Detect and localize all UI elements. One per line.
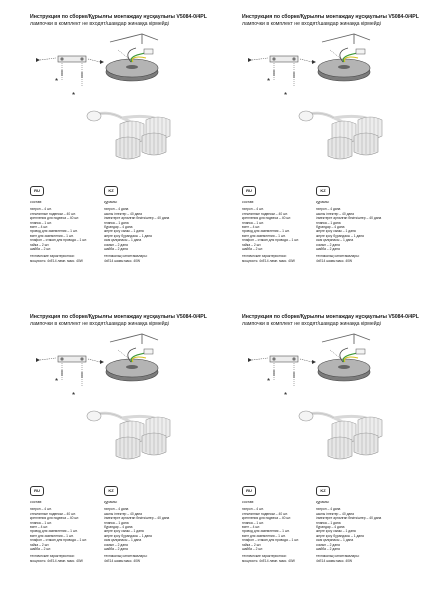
ru-contents-list <box>242 507 322 551</box>
ru-spec-line: технические характеристики: <box>30 554 75 559</box>
kz-language-badge: KZ <box>316 486 330 496</box>
ru-specs <box>242 254 322 263</box>
assembly-diagram <box>212 0 424 190</box>
kz-contents-heading: құрамы: <box>316 500 330 504</box>
instruction-sheet <box>0 0 212 300</box>
kz-contents-item: патрон – 4 дана <box>104 207 129 212</box>
star-mark: * <box>267 377 271 386</box>
kz-contents-item: сомын – 2 дана <box>316 242 340 247</box>
ru-contents-item: шайба – 2 шт. <box>242 247 264 252</box>
kz-contents-item: патрон – 4 дана <box>316 507 341 512</box>
ru-contents-item: шайба – 2 шт. <box>242 547 264 552</box>
ru-contents-item: стеклянные подвески – 40 шт. <box>30 511 76 516</box>
instruction-sheet <box>0 300 212 600</box>
kz-contents-column <box>316 200 396 263</box>
star-mark: * <box>72 91 76 100</box>
instruction-sheet <box>212 0 424 300</box>
ru-contents-item: крепления для подвеса – 40 шт. <box>242 516 292 521</box>
mounting-bar-illustration <box>36 56 104 86</box>
ru-contents-item: винт – 4 шт. <box>30 225 49 230</box>
ru-contents-item: плафон – стакан для провода – 1 шт. <box>30 238 87 243</box>
kz-contents-column <box>104 200 184 263</box>
ru-contents-item: гайка – 2 шт. <box>242 242 262 247</box>
kz-contents-item: ілмектерге арналған бекіткіштер – 40 дана <box>316 516 382 521</box>
canopy-illustration <box>106 34 158 81</box>
star-mark: * <box>72 391 76 400</box>
kz-contents-item: шайба – 2 дана <box>104 247 128 252</box>
canopy-illustration <box>318 334 370 381</box>
ru-contents-item: планка – 1 шт. <box>30 520 52 525</box>
kz-contents-item: жерге қосу сымы – 1 дана <box>316 229 356 234</box>
ru-spec-line: мощность: 4xE14 ламп. макс. 40W <box>242 558 295 563</box>
kz-spec-line: техникалық сипаттамалары: <box>104 254 148 259</box>
ru-contents-item: винт для заземления – 1 шт. <box>242 233 286 238</box>
kz-contents-heading: құрамы: <box>104 200 118 204</box>
ru-contents-item: планка – 1 шт. <box>242 220 264 225</box>
kz-contents-item: шайба – 2 дана <box>316 247 340 252</box>
mounting-bar-illustration <box>36 356 104 386</box>
star-mark: * <box>284 391 288 400</box>
kz-contents-item: сым қалқанасы – 1 дана <box>316 538 354 543</box>
kz-contents-column <box>104 500 184 563</box>
kz-contents-item: сым қалқанасы – 1 дана <box>104 538 142 543</box>
ru-contents-item: плафон – стакан для провода – 1 шт. <box>30 538 87 543</box>
sheet-title: Инструкция по сборке/Құрылғы монтаждау нұсқаулығы V5084-0/4PL <box>30 314 207 320</box>
ru-language-badge: RU <box>30 486 44 496</box>
ru-contents-list <box>30 207 110 251</box>
ru-specs <box>30 254 110 263</box>
kz-contents-item: жерге қосу сымы – 1 дана <box>104 229 144 234</box>
kz-specs <box>104 554 184 563</box>
kz-spec-line: техникалық сипаттамалары: <box>104 554 148 559</box>
kz-contents-column <box>316 500 396 563</box>
ru-contents-heading: состав: <box>242 200 255 204</box>
kz-spec-line: техникалық сипаттамалары: <box>316 554 360 559</box>
ru-contents-heading: состав: <box>30 500 43 504</box>
ru-contents-item: шайба – 2 шт. <box>30 247 52 252</box>
kz-contents-item: патрон – 4 дана <box>316 207 341 212</box>
star-mark: * <box>55 377 59 386</box>
ru-contents-heading: состав: <box>30 200 43 204</box>
ru-contents-item: винт – 4 шт. <box>30 525 49 530</box>
kz-contents-list <box>104 507 184 551</box>
ru-language-badge: RU <box>242 186 256 196</box>
chandelier-illustration <box>87 111 170 159</box>
ru-contents-item: патрон – 4 шт. <box>30 507 52 512</box>
kz-contents-item: шыны ілгектер – 40 дана <box>316 511 355 516</box>
kz-contents-item: сомын – 2 дана <box>104 542 128 547</box>
ru-spec-line: мощность: 4xE14 ламп. макс. 40W <box>242 258 295 263</box>
ru-contents-item: винт для заземления – 1 шт. <box>30 233 74 238</box>
kz-contents-list <box>104 207 184 251</box>
kz-contents-item: планка – 1 дана <box>104 220 129 225</box>
ru-spec-line: технические характеристики: <box>30 254 75 259</box>
star-mark: * <box>267 77 271 86</box>
kz-contents-item: шыны ілгектер – 40 дана <box>316 211 355 216</box>
kz-contents-item: шыны ілгектер – 40 дана <box>104 511 143 516</box>
ru-spec-line: технические характеристики: <box>242 254 287 259</box>
kz-contents-item: патрон – 4 дана <box>104 507 129 512</box>
ru-contents-item: патрон – 4 шт. <box>30 207 52 212</box>
kz-contents-item: сомын – 2 дана <box>316 542 340 547</box>
kz-language-badge: KZ <box>316 186 330 196</box>
kz-specs <box>316 554 396 563</box>
mounting-bar-illustration <box>248 356 316 386</box>
sheet-title: Инструкция по сборке/Құрылғы монтаждау нұсқаулығы V5084-0/4PL <box>242 14 419 20</box>
ru-spec-line: мощность: 4xE14 ламп. макс. 40W <box>30 258 83 263</box>
ru-contents-item: винт для заземления – 1 шт. <box>30 533 74 538</box>
chandelier-illustration <box>87 411 170 459</box>
kz-contents-item: сым қалқанасы – 1 дана <box>104 238 142 243</box>
ru-contents-heading: состав: <box>242 500 255 504</box>
ru-contents-item: шайба – 2 шт. <box>30 547 52 552</box>
ru-specs <box>30 554 110 563</box>
kz-contents-item: ілмектерге арналған бекіткіштер – 40 дана <box>104 516 170 521</box>
assembly-diagram <box>212 300 424 490</box>
sheet-title: Инструкция по сборке/Құрылғы монтаждау нұсқаулығы V5084-0/4PL <box>242 314 419 320</box>
ru-specs <box>242 554 322 563</box>
chandelier-illustration <box>299 411 382 459</box>
kz-contents-list <box>316 507 396 551</box>
ru-contents-item: провод для заземления – 1 шт. <box>30 229 78 234</box>
kz-contents-item: шайба – 2 дана <box>316 547 340 552</box>
ru-contents-item: плафон – стакан для провода – 1 шт. <box>242 538 299 543</box>
star-mark: * <box>284 91 288 100</box>
ru-contents-item: гайка – 2 шт. <box>30 542 50 547</box>
ru-contents-item: винт для заземления – 1 шт. <box>242 533 286 538</box>
kz-contents-item: ілмектерге арналған бекіткіштер – 40 дана <box>316 216 382 221</box>
kz-contents-item: планка – 1 дана <box>316 520 341 525</box>
kz-contents-item: бұрандар – 4 дана <box>316 525 345 530</box>
sheet-title: Инструкция по сборке/Құрылғы монтаждау нұсқаулығы V5084-0/4PL <box>30 14 207 20</box>
ru-contents-column <box>30 500 110 563</box>
canopy-illustration <box>106 334 158 381</box>
instruction-sheet <box>212 300 424 600</box>
ru-contents-item: крепления для подвеса – 40 шт. <box>30 516 80 521</box>
ru-contents-item: плафон – стакан для провода – 1 шт. <box>242 238 299 243</box>
kz-contents-item: шыны ілгектер – 40 дана <box>104 211 143 216</box>
ru-contents-item: стеклянные подвески – 40 шт. <box>242 511 288 516</box>
kz-contents-item: шайба – 2 дана <box>104 547 128 552</box>
mounting-bar-illustration <box>248 56 316 86</box>
kz-language-badge: KZ <box>104 486 118 496</box>
ru-spec-line: мощность: 4xE14 ламп. макс. 40W <box>30 558 83 563</box>
kz-contents-item: планка – 1 дана <box>104 520 129 525</box>
kz-spec-line: 4xE14 шамы макс. 40W <box>104 558 141 563</box>
assembly-diagram <box>0 300 212 490</box>
ru-contents-item: провод для заземления – 1 шт. <box>242 229 290 234</box>
kz-contents-item: жерге қосу бұрандасы – 1 дана <box>104 533 152 538</box>
kz-language-badge: KZ <box>104 186 118 196</box>
ru-language-badge: RU <box>242 486 256 496</box>
ru-contents-column <box>30 200 110 263</box>
canopy-illustration <box>318 34 370 81</box>
kz-contents-item: планка – 1 дана <box>316 220 341 225</box>
kz-spec-line: 4xE14 шамы макс. 40W <box>316 558 353 563</box>
ru-contents-item: планка – 1 шт. <box>30 220 52 225</box>
chandelier-illustration <box>299 111 382 159</box>
kz-specs <box>316 254 396 263</box>
ru-contents-item: стеклянные подвески – 40 шт. <box>242 211 288 216</box>
ru-contents-item: планка – 1 шт. <box>242 520 264 525</box>
kz-contents-item: ілмектерге арналған бекіткіштер – 40 дана <box>104 216 170 221</box>
ru-spec-line: технические характеристики: <box>242 554 287 559</box>
kz-contents-item: бұрандар – 4 дана <box>104 225 133 230</box>
kz-contents-heading: құрамы: <box>316 200 330 204</box>
kz-contents-item: жерге қосу сымы – 1 дана <box>316 529 356 534</box>
ru-contents-list <box>242 207 322 251</box>
kz-spec-line: 4xE14 шамы макс. 40W <box>104 258 141 263</box>
ru-contents-item: винт – 4 шт. <box>242 525 261 530</box>
kz-contents-item: бұрандар – 4 дана <box>104 525 133 530</box>
kz-contents-item: жерге қосу сымы – 1 дана <box>104 529 144 534</box>
ru-contents-item: патрон – 4 шт. <box>242 507 264 512</box>
kz-specs <box>104 254 184 263</box>
kz-spec-line: техникалық сипаттамалары: <box>316 254 360 259</box>
ru-contents-item: винт – 4 шт. <box>242 225 261 230</box>
ru-contents-item: патрон – 4 шт. <box>242 207 264 212</box>
ru-contents-item: гайка – 2 шт. <box>242 542 262 547</box>
ru-language-badge: RU <box>30 186 44 196</box>
kz-contents-item: сым қалқанасы – 1 дана <box>316 238 354 243</box>
assembly-diagram <box>0 0 212 190</box>
sheet-subtitle: лампочки в комплект не входят/шамдар жинаққа кірмейді <box>242 321 381 327</box>
ru-contents-item: провод для заземления – 1 шт. <box>242 529 290 534</box>
sheet-subtitle: лампочки в комплект не входят/шамдар жинаққа кірмейді <box>30 21 169 27</box>
kz-contents-heading: құрамы: <box>104 500 118 504</box>
kz-contents-item: бұрандар – 4 дана <box>316 225 345 230</box>
ru-contents-column <box>242 500 322 563</box>
ru-contents-list <box>30 507 110 551</box>
ru-contents-item: крепления для подвеса – 40 шт. <box>30 216 80 221</box>
sheet-subtitle: лампочки в комплект не входят/шамдар жинаққа кірмейді <box>30 321 169 327</box>
sheet-subtitle: лампочки в комплект не входят/шамдар жинаққа кірмейді <box>242 21 381 27</box>
star-mark: * <box>55 77 59 86</box>
ru-contents-item: стеклянные подвески – 40 шт. <box>30 211 76 216</box>
kz-contents-list <box>316 207 396 251</box>
ru-contents-item: гайка – 2 шт. <box>30 242 50 247</box>
ru-contents-column <box>242 200 322 263</box>
kz-contents-item: жерге қосу бұрандасы – 1 дана <box>104 233 152 238</box>
kz-contents-item: жерге қосу бұрандасы – 1 дана <box>316 533 364 538</box>
ru-contents-item: крепления для подвеса – 40 шт. <box>242 216 292 221</box>
kz-spec-line: 4xE14 шамы макс. 40W <box>316 258 353 263</box>
kz-contents-item: жерге қосу бұрандасы – 1 дана <box>316 233 364 238</box>
ru-contents-item: провод для заземления – 1 шт. <box>30 529 78 534</box>
kz-contents-item: сомын – 2 дана <box>104 242 128 247</box>
